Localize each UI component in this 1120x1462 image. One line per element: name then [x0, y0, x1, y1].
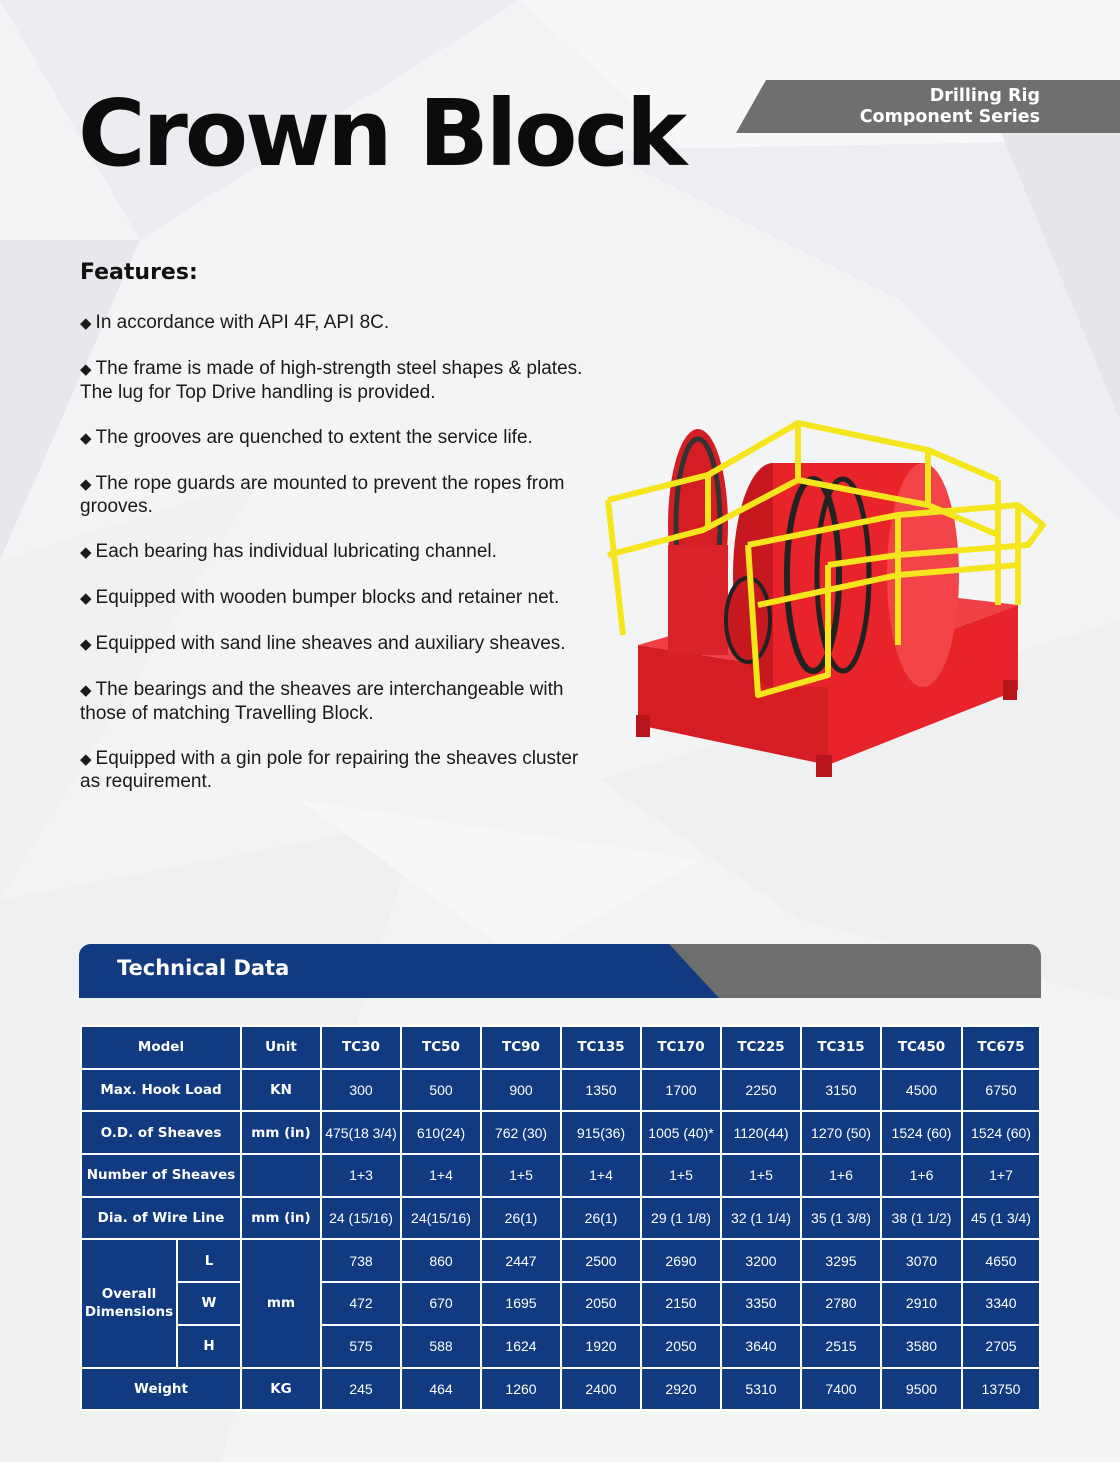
row-unit: mm (in) — [241, 1111, 321, 1154]
feature-item: ◆ Equipped with a gin pole for repairing the sheaves cluster as requirement. — [80, 747, 579, 792]
column-header-model-name: TC30 — [321, 1026, 401, 1069]
table-cell: 24 (15/16) — [321, 1197, 401, 1240]
series-line-2: Component Series — [859, 107, 1040, 127]
diamond-bullet-icon: ◆ — [80, 682, 92, 699]
table-cell: 2150 — [641, 1282, 721, 1325]
feature-item: ◆ Equipped with wooden bumper blocks and retainer net. — [80, 587, 560, 608]
column-header-model-name: TC90 — [481, 1026, 561, 1069]
table-cell: 13750 — [962, 1368, 1040, 1411]
table-cell: 464 — [401, 1368, 481, 1411]
row-unit: KG — [241, 1368, 321, 1411]
table-cell: 500 — [401, 1069, 481, 1112]
feature-item: ◆ The grooves are quenched to extent the service life. — [80, 426, 533, 448]
series-line-1: Drilling Rig — [929, 86, 1040, 106]
diamond-bullet-icon: ◆ — [80, 750, 92, 768]
table-cell: 2050 — [641, 1325, 721, 1368]
feature-item: ◆ The frame is made of high-strength steel shapes & plates. The lug for Top Drive handling is provided. — [80, 358, 583, 403]
column-header-model-name: TC450 — [881, 1026, 962, 1069]
column-header-model-name: TC135 — [561, 1026, 641, 1069]
table-cell: 2250 — [721, 1069, 801, 1112]
table-header-row — [81, 1026, 1040, 1069]
table-cell: 1+6 — [801, 1154, 881, 1197]
table-cell: 1+5 — [481, 1154, 561, 1197]
table-cell: 1524 (60) — [962, 1111, 1040, 1154]
feature-item: ◆ Equipped with sand line sheaves and auxiliary sheaves. — [80, 633, 566, 654]
row-label: Weight — [81, 1368, 241, 1411]
row-unit: mm — [241, 1239, 321, 1367]
feature-item: ◆ Each bearing has individual lubricating channel. — [80, 541, 497, 562]
feature-list — [80, 312, 600, 816]
table-cell: 3580 — [881, 1325, 962, 1368]
dimensions-label-line-1: Overall — [101, 1286, 157, 1303]
table-cell: 1695 — [481, 1282, 561, 1325]
table-cell: 4500 — [881, 1069, 962, 1112]
table-row — [81, 1111, 1040, 1154]
feature-item: ◆ The bearings and the sheaves are interchangeable with those of matching Travelling Block. — [80, 679, 564, 724]
table-cell: 2780 — [801, 1282, 881, 1325]
table-cell: 738 — [321, 1239, 401, 1282]
row-label: Dia. of Wire Line — [81, 1197, 241, 1240]
page-title: Crown Block — [78, 80, 685, 187]
table-cell: 1700 — [641, 1069, 721, 1112]
table-cell: 2050 — [561, 1282, 641, 1325]
diamond-bullet-icon: ◆ — [80, 475, 92, 493]
table-cell: 670 — [401, 1282, 481, 1325]
table-cell: 2705 — [962, 1325, 1040, 1368]
table-cell: 900 — [481, 1069, 561, 1112]
table-cell: 1+6 — [881, 1154, 962, 1197]
table-cell: 3640 — [721, 1325, 801, 1368]
table-cell: 45 (1 3/4) — [962, 1197, 1040, 1240]
row-label: O.D. of Sheaves — [81, 1111, 241, 1154]
column-header-model-name: TC170 — [641, 1026, 721, 1069]
table-cell: 3150 — [801, 1069, 881, 1112]
table-cell: 1120(44) — [721, 1111, 801, 1154]
table-cell: 1350 — [561, 1069, 641, 1112]
table-cell: 475(18 3/4) — [321, 1111, 401, 1154]
diamond-bullet-icon: ◆ — [80, 544, 92, 561]
table-cell: 24(15/16) — [401, 1197, 481, 1240]
dimension-key: L — [177, 1239, 241, 1282]
diamond-bullet-icon: ◆ — [80, 315, 92, 332]
table-cell: 1+3 — [321, 1154, 401, 1197]
column-header-model-name: TC225 — [721, 1026, 801, 1069]
table-cell: 3295 — [801, 1239, 881, 1282]
technical-data-table — [80, 1025, 1041, 1411]
feature-item: ◆ In accordance with API 4F, API 8C. — [80, 312, 390, 333]
table-cell: 3350 — [721, 1282, 801, 1325]
table-cell: 588 — [401, 1325, 481, 1368]
diamond-bullet-icon: ◆ — [80, 429, 92, 447]
technical-data-heading: Technical Data — [117, 956, 290, 980]
table-cell: 1+5 — [721, 1154, 801, 1197]
table-cell: 3340 — [962, 1282, 1040, 1325]
table-cell: 4650 — [962, 1239, 1040, 1282]
dimensions-label-line-2: Dimensions — [84, 1304, 174, 1321]
diamond-bullet-icon: ◆ — [80, 636, 92, 653]
table-cell: 915(36) — [561, 1111, 641, 1154]
diamond-bullet-icon: ◆ — [80, 590, 92, 607]
table-cell: 1920 — [561, 1325, 641, 1368]
row-unit: mm (in) — [241, 1197, 321, 1240]
column-header-unit: Unit — [241, 1026, 321, 1069]
table-cell: 9500 — [881, 1368, 962, 1411]
table-row — [81, 1069, 1040, 1112]
table-cell: 2920 — [641, 1368, 721, 1411]
table-cell: 610(24) — [401, 1111, 481, 1154]
diamond-bullet-icon: ◆ — [80, 361, 92, 378]
crown-block-product-image — [598, 405, 1050, 780]
column-header-model-name: TC315 — [801, 1026, 881, 1069]
table-cell: 3200 — [721, 1239, 801, 1282]
column-header-model-name: TC50 — [401, 1026, 481, 1069]
table-cell: 245 — [321, 1368, 401, 1411]
table-cell: 3070 — [881, 1239, 962, 1282]
column-header-model-name: TC675 — [962, 1026, 1040, 1069]
table-cell: 860 — [401, 1239, 481, 1282]
table-cell: 1+4 — [561, 1154, 641, 1197]
table-cell: 1260 — [481, 1368, 561, 1411]
table-cell: 1005 (40)* — [641, 1111, 721, 1154]
table-cell: 6750 — [962, 1069, 1040, 1112]
table-row — [81, 1197, 1040, 1240]
table-cell: 1624 — [481, 1325, 561, 1368]
table-cell: 7400 — [801, 1368, 881, 1411]
table-cell: 1524 (60) — [881, 1111, 962, 1154]
table-row — [81, 1154, 1040, 1197]
table-cell: 26(1) — [561, 1197, 641, 1240]
table-cell: 2447 — [481, 1239, 561, 1282]
row-label-overall-dimensions — [81, 1239, 177, 1367]
table-cell: 38 (1 1/2) — [881, 1197, 962, 1240]
table-cell: 2500 — [561, 1239, 641, 1282]
table-cell: 1270 (50) — [801, 1111, 881, 1154]
row-unit: KN — [241, 1069, 321, 1112]
table-cell: 472 — [321, 1282, 401, 1325]
table-cell: 762 (30) — [481, 1111, 561, 1154]
table-cell: 1+4 — [401, 1154, 481, 1197]
table-cell: 2690 — [641, 1239, 721, 1282]
series-tag — [860, 86, 1040, 128]
table-cell: 5310 — [721, 1368, 801, 1411]
table-cell: 2515 — [801, 1325, 881, 1368]
row-unit — [241, 1154, 321, 1197]
table-row-dimensions — [81, 1282, 1040, 1325]
dimension-key: H — [177, 1325, 241, 1368]
table-row-dimensions — [81, 1239, 1040, 1282]
table-cell: 1+7 — [962, 1154, 1040, 1197]
table-row-dimensions — [81, 1325, 1040, 1368]
dimension-key: W — [177, 1282, 241, 1325]
table-cell: 575 — [321, 1325, 401, 1368]
feature-item: ◆ The rope guards are mounted to prevent the ropes from grooves. — [80, 472, 565, 517]
table-cell: 300 — [321, 1069, 401, 1112]
table-cell: 35 (1 3/8) — [801, 1197, 881, 1240]
table-cell: 29 (1 1/8) — [641, 1197, 721, 1240]
table-cell: 1+5 — [641, 1154, 721, 1197]
features-heading: Features: — [80, 260, 198, 285]
table-cell: 32 (1 1/4) — [721, 1197, 801, 1240]
table-cell: 2910 — [881, 1282, 962, 1325]
table-cell: 26(1) — [481, 1197, 561, 1240]
row-label: Max. Hook Load — [81, 1069, 241, 1112]
table-cell: 2400 — [561, 1368, 641, 1411]
table-row-weight — [81, 1368, 1040, 1411]
column-header-model: Model — [81, 1026, 241, 1069]
row-label: Number of Sheaves — [81, 1154, 241, 1197]
